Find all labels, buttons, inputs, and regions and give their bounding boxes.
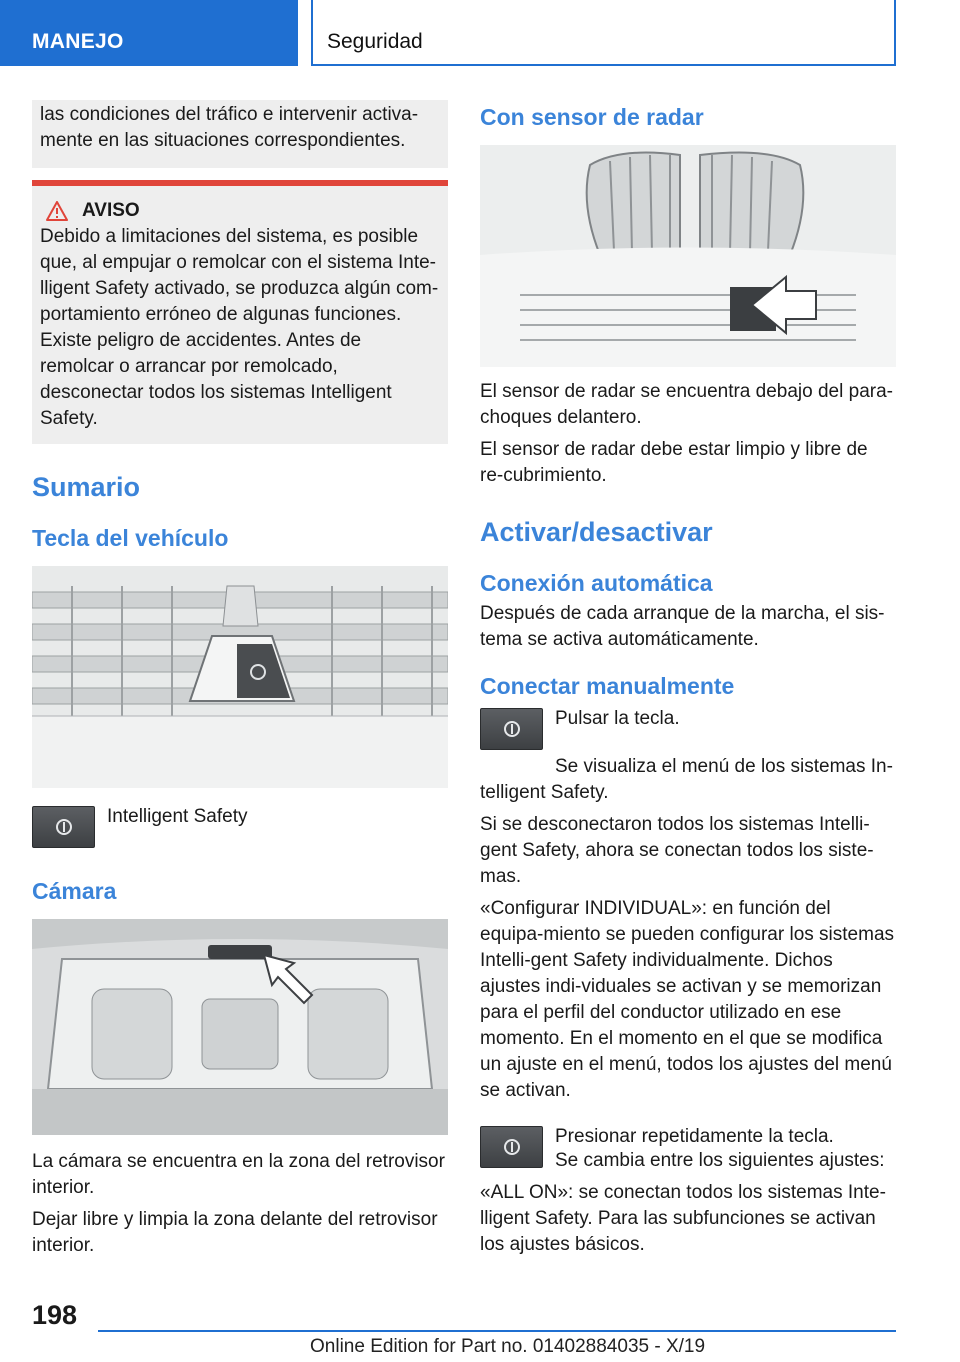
footer-rule <box>98 1330 896 1332</box>
press-key-row <box>480 1126 896 1174</box>
heading-auto: Conexión automática <box>480 570 713 596</box>
manual-text-2: «Configurar INDIVIDUAL»: en función del equipa-miento se pueden configurar los sistemas Intelli-gent Safety individualmente. Dichos ajustes indi-viduales se activan y se memorizan para el perfil del conductor utilizado en ese momento. En el momento en el que se modifica un ajuste en el menú, todos los ajustes del menú se activan. <box>480 898 895 1101</box>
chapter-title: Seguridad <box>327 30 423 53</box>
warning-header <box>40 200 440 222</box>
warning-text: Debido a limitaciones del sistema, es posible que, al empujar o remolcar con el sistema Inte-lligent Safety activado, se produzca algún com-portamiento erróneo de algunas funciones. Existe peligro de accidentes. Antes de remolcar o arrancar por remolcado, desconectar todos los sistemas Intelligent Safety. <box>40 226 439 429</box>
allon-text: «ALL ON»: se conectan todos los sistemas Inte-lligent Safety. Para las subfunciones se activan los ajustes básicos. <box>480 1182 886 1255</box>
right-column <box>480 100 896 1258</box>
left-column <box>32 100 448 1259</box>
auto-text: Después de cada arranque de la marcha, el sis-tema se activa automáticamente. <box>480 603 885 650</box>
heading-tecla: Tecla del vehículo <box>32 525 229 551</box>
edition-text: Online Edition for Part no. 01402884035 - X/19 <box>310 1336 706 1357</box>
heading-radar: Con sensor de radar <box>480 104 704 130</box>
section-title: MANEJO <box>32 30 124 53</box>
warning-box <box>32 180 448 444</box>
press-line-1: Presionar repetidamente la tecla. <box>555 1126 834 1147</box>
heading-activar: Activar/desactivar <box>480 517 713 547</box>
page-number: 198 <box>32 1300 78 1330</box>
press-line-2: Se cambia entre los siguientes ajustes: <box>555 1150 885 1171</box>
manual-key-row <box>480 708 896 750</box>
warning-triangle-icon <box>46 201 68 221</box>
camera-interior-illustration <box>32 919 448 1135</box>
key-label: Intelligent Safety <box>107 806 248 827</box>
header-section-tab <box>0 0 298 66</box>
grille-button-illustration <box>32 566 448 788</box>
radar-text-1: El sensor de radar se encuentra debajo del para-choques delantero. <box>480 381 893 428</box>
radar-sensor-illustration <box>480 145 896 367</box>
manual-line-1: Pulsar la tecla. <box>555 708 680 729</box>
warning-title: AVISO <box>82 200 140 221</box>
intro-text: las condiciones del tráfico e intervenir activa-mente en las situaciones correspondientes. <box>40 104 419 151</box>
radar-text-2: El sensor de radar debe estar limpio y libre de re-cubrimiento. <box>480 439 868 486</box>
intelligent-safety-key-icon <box>480 1126 543 1168</box>
camara-text-1: La cámara se encuentra en la zona del retrovisor interior. <box>32 1151 445 1198</box>
manual-line-2: Se visualiza el menú de los sistemas In-telligent Safety. <box>480 756 893 803</box>
intelligent-safety-key-icon <box>32 806 95 848</box>
camara-text-2: Dejar libre y limpia la zona delante del retrovisor interior. <box>32 1209 438 1256</box>
intro-box <box>32 100 448 168</box>
header-chapter-tab <box>311 0 896 66</box>
manual-text-1: Si se desconectaron todos los sistemas Intelli-gent Safety, ahora se conectan todos los siste-mas. <box>480 814 874 887</box>
key-row <box>32 806 448 848</box>
heading-camara: Cámara <box>32 878 117 904</box>
heading-sumario: Sumario <box>32 472 141 502</box>
intelligent-safety-key-icon <box>480 708 543 750</box>
heading-manual: Conectar manualmente <box>480 673 735 699</box>
